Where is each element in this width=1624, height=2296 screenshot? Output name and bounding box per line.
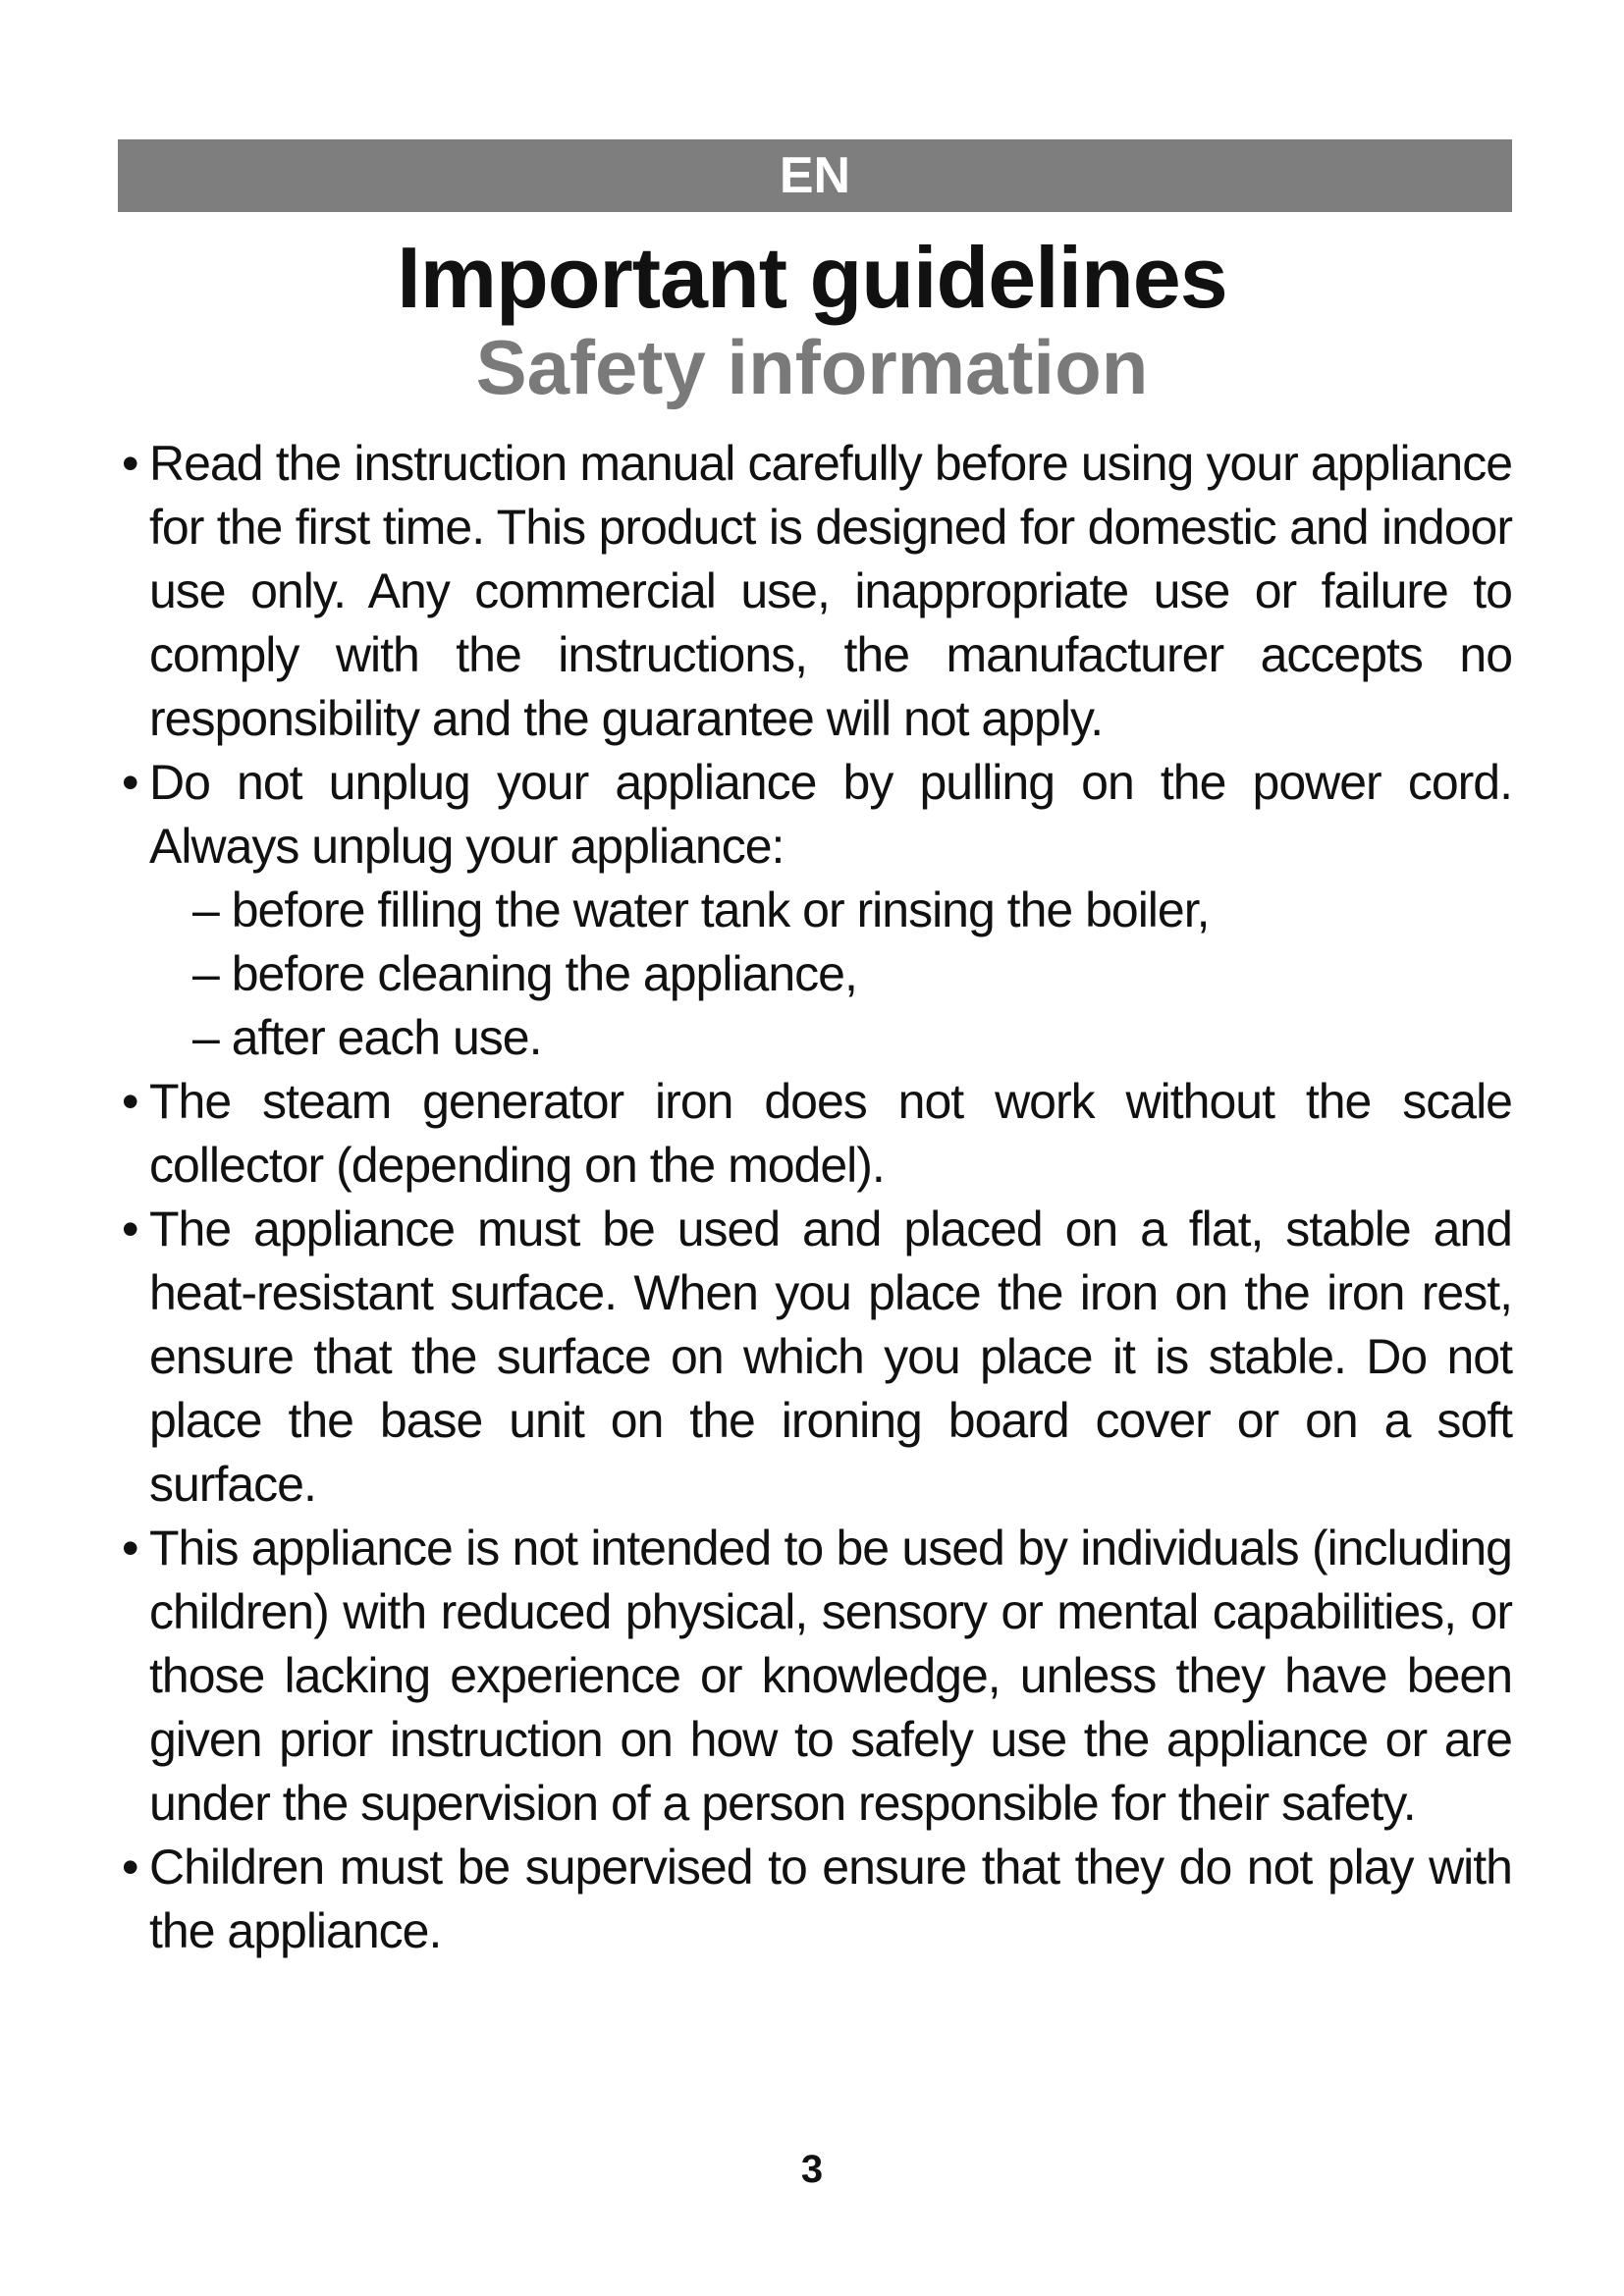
bullet-marker: • xyxy=(122,436,138,491)
page-number: 3 xyxy=(800,2148,824,2191)
safety-guidelines-list xyxy=(118,432,1512,1963)
bullet-marker: • xyxy=(122,755,138,810)
bullet-marker: • xyxy=(122,1201,138,1256)
language-bar xyxy=(118,139,1512,212)
bullet-text: The appliance must be used and placed on a flat, stable and heat-resistant surface. When you place the iron on the iron rest, ensure that the surface on which you place it is stable. Do not place the base unit on the ironing board cover or on a soft surface. xyxy=(149,1201,1512,1512)
page-title: Important guidelines xyxy=(397,229,1227,326)
bullet-item-children-supervision xyxy=(118,1836,1512,1963)
sub-item-before-filling: – before filling the water tank or rinsing the boiler, xyxy=(192,882,1210,937)
bullet-text: This appliance is not intended to be used by individuals (including children) with reduced physical, sensory or mental capabilities, or those lacking experience or knowledge, unless they have been given prior instruction on how to safely use the appliance or are under the supervision of a person responsible for their safety. xyxy=(149,1521,1512,1831)
sub-item-before-cleaning: – before cleaning the appliance, xyxy=(192,946,857,1001)
bullet-text: Read the instruction manual carefully before using your appliance for the first time. This product is designed for domestic and indoor use only. Any commercial use, inappropriate use or failure to comply with the instructions, the manufacturer accepts no responsibility and the guarantee will not apply. xyxy=(149,436,1512,746)
bullet-item-instruction-manual xyxy=(118,432,1512,751)
bullet-text: Do not unplug your appliance by pulling on the power cord. Always unplug your appliance: xyxy=(149,755,1512,874)
bullet-item-stable-surface xyxy=(118,1198,1512,1517)
bullet-marker: • xyxy=(122,1521,138,1575)
language-label: EN xyxy=(779,147,851,204)
sub-item-after-use: – after each use. xyxy=(192,1010,542,1065)
section-subtitle: Safety information xyxy=(475,324,1149,410)
bullet-marker: • xyxy=(122,1074,138,1129)
bullet-marker: • xyxy=(122,1840,138,1895)
bullet-item-scale-collector xyxy=(118,1070,1512,1198)
bullet-text: The steam generator iron does not work without the scale collector (depending on the model). xyxy=(149,1074,1512,1193)
bullet-item-unplug xyxy=(118,751,1512,879)
bullet-item-reduced-capabilities xyxy=(118,1517,1512,1836)
bullet-text: Children must be supervised to ensure that they do not play with the appliance. xyxy=(149,1840,1512,1958)
